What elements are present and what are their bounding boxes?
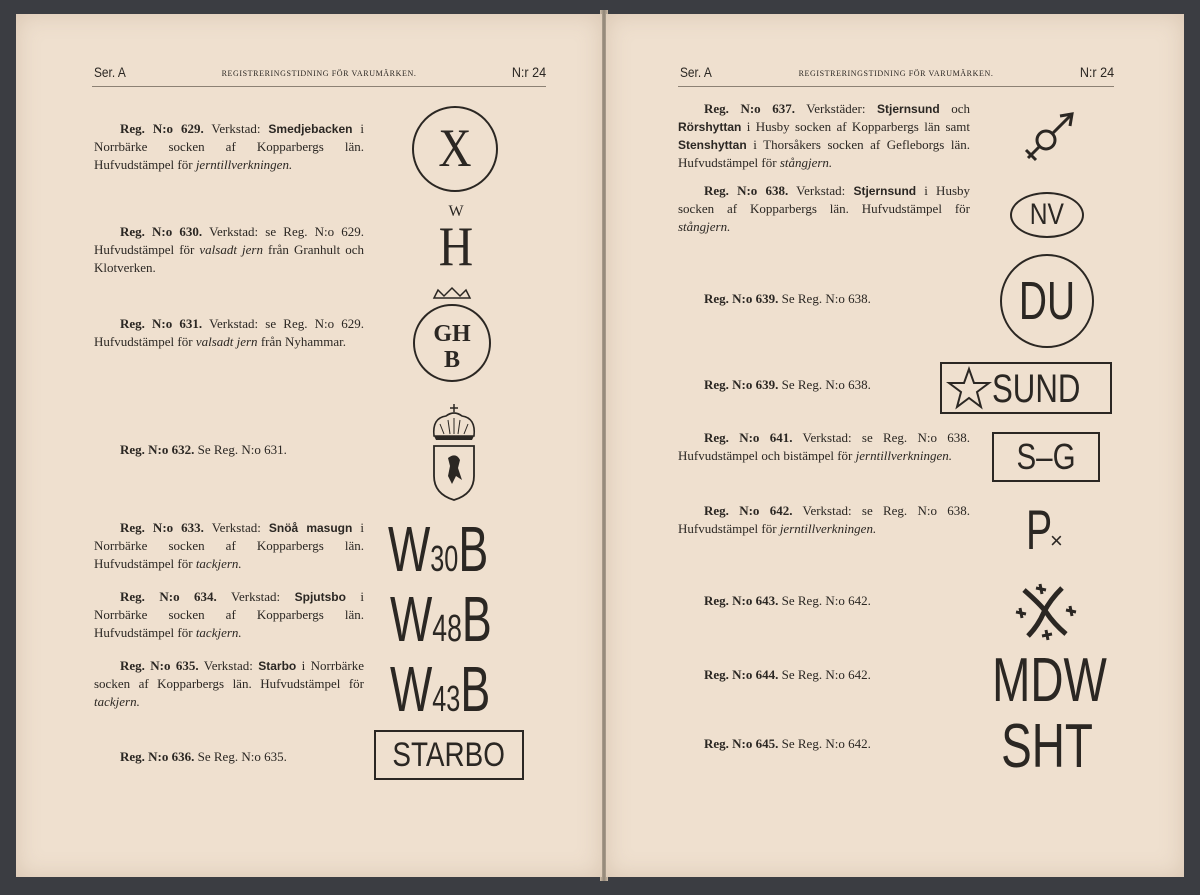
crossed-hooks-icon <box>1010 580 1080 644</box>
mark-644-mdw: MDW <box>992 646 1107 715</box>
mark-635-w43b: W43B <box>390 653 491 725</box>
entry-633: Reg. N:o 633. Verkstad: Snöå masugn i Norrbärke socken af Kopparbergs län. Hufvudstämpel för tackjern. <box>94 520 364 571</box>
mark-636-starbo: STARBO <box>374 730 524 780</box>
entry-637: Reg. N:o 637. Verkstäder: Stjernsund och Rörshyttan i Husby socken af Kopparbergs län samt Stenshyttan i Thorsåkers socken af Gefleborgs län. Hufvudstämpel för stångjern. <box>678 101 971 170</box>
left-page <box>16 14 602 877</box>
mark-631-crowned-ghb: GH B <box>412 286 492 386</box>
entry-632: Reg. N:o 632. Se Reg. N:o 631. <box>120 442 287 457</box>
mark-633-w30b: W30B <box>388 513 489 585</box>
mark-642-px: P × <box>1026 498 1063 561</box>
page-header <box>92 64 546 87</box>
page-header <box>678 64 1114 87</box>
mark-639-du: DU <box>1000 254 1094 348</box>
publication-title: REGISTRERINGSTIDNING FÖR VARUMÄRKEN. <box>221 69 417 78</box>
crowned-lion-shield-icon <box>426 402 482 502</box>
entry-639-b: Reg. N:o 639. Se Reg. N:o 638. <box>704 377 871 392</box>
star-icon <box>946 366 992 412</box>
mark-634-w48b: W48B <box>390 583 492 655</box>
mark-645-sht: SHT <box>1001 712 1093 781</box>
entry-642: Reg. N:o 642. Verkstad: se Reg. N:o 638. Hufvudstämpel för jerntillverkningen. <box>678 503 970 536</box>
issue-number: N:r 24 <box>1079 64 1114 80</box>
mark-639-star-sund: SUND <box>940 362 1112 414</box>
entry-638: Reg. N:o 638. Verkstad: Stjernsund i Husby socken af Kopparbergs län. Hufvudstämpel för stångjern. <box>678 183 971 234</box>
mark-630-wh: W H <box>438 203 474 278</box>
mark-638-nv: NV <box>1010 192 1084 238</box>
series-label: Ser. A <box>94 64 126 80</box>
crown-icon <box>434 288 470 298</box>
issue-number: N:r 24 <box>511 64 546 80</box>
entry-629: Reg. N:o 629. Verkstad: Smedjebacken i Norrbärke socken af Kopparbergs län. Hufvudstämpel för jerntillverkningen. <box>94 121 365 172</box>
publication-title: REGISTRERINGSTIDNING FÖR VARUMÄRKEN. <box>798 69 994 78</box>
right-page <box>606 14 1184 877</box>
mark-629-circled-x: X <box>410 104 500 194</box>
entry-641: Reg. N:o 641. Verkstad: se Reg. N:o 638. Hufvudstämpel och bistämpel för jerntillverkningen. <box>678 430 970 463</box>
mark-641-s-g: S–G <box>992 432 1100 482</box>
entry-644: Reg. N:o 644. Se Reg. N:o 642. <box>704 667 871 682</box>
entry-636: Reg. N:o 636. Se Reg. N:o 635. <box>120 749 287 764</box>
entry-639: Reg. N:o 639. Se Reg. N:o 638. <box>704 291 871 306</box>
entry-631: Reg. N:o 631. Verkstad: se Reg. N:o 629. Hufvudstämpel för valsadt jern från Nyhammar. <box>94 316 364 349</box>
entry-630: Reg. N:o 630. Verkstad: se Reg. N:o 629. Hufvudstämpel för valsadt jern från Granhult och Klotverken. <box>94 224 364 275</box>
entry-643: Reg. N:o 643. Se Reg. N:o 642. <box>704 593 871 608</box>
entry-634: Reg. N:o 634. Verkstad: Spjutsbo i Norrbärke socken af Kopparbergs län. Hufvudstämpel för tackjern. <box>94 589 365 640</box>
entry-645: Reg. N:o 645. Se Reg. N:o 642. <box>704 736 871 751</box>
mars-venus-icon <box>1020 110 1080 166</box>
series-label: Ser. A <box>680 64 712 80</box>
entry-635: Reg. N:o 635. Verkstad: Starbo i Norrbärke socken af Kopparbergs län. Hufvudstämpel för tackjern. <box>94 658 365 709</box>
